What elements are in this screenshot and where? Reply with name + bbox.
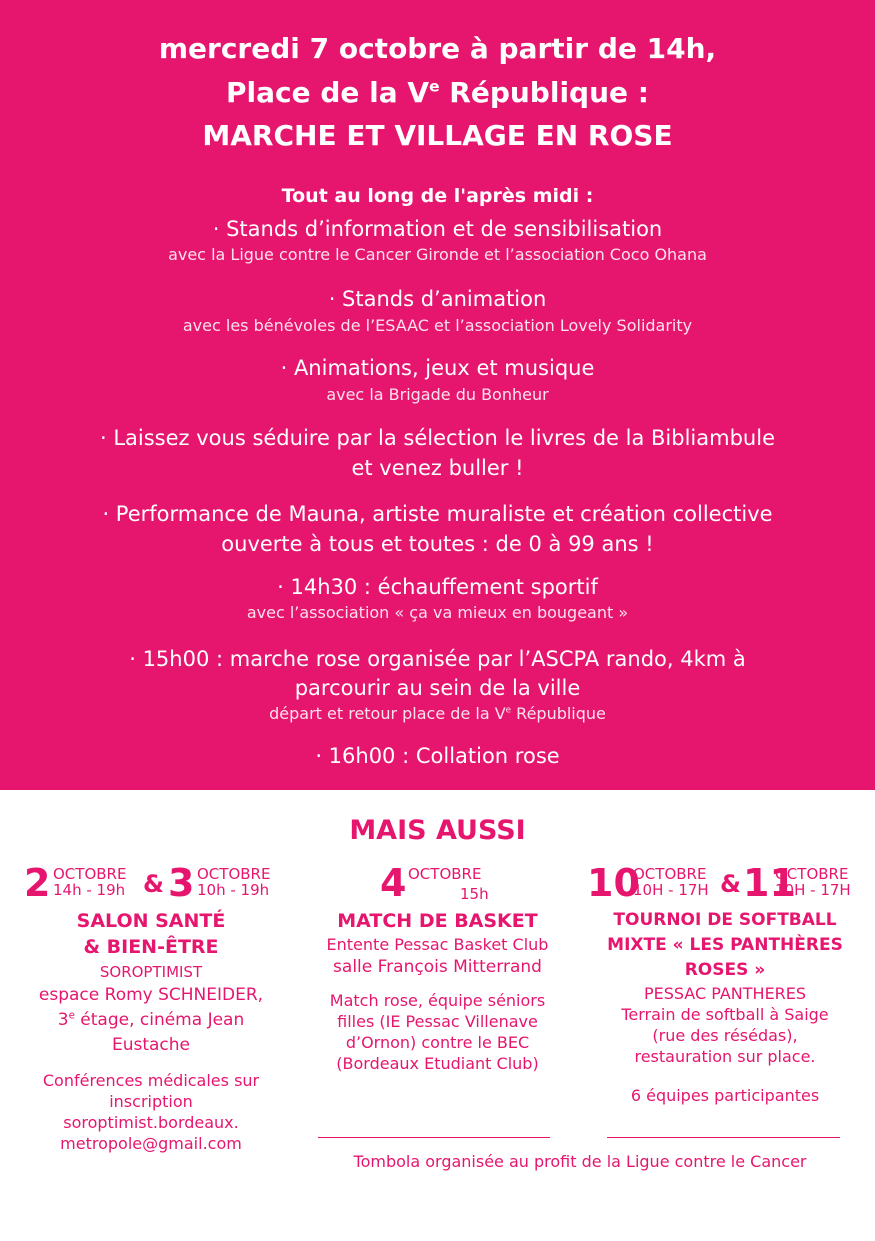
softball-place-l2: (rue des résédas), (652, 1026, 798, 1045)
program-item-stands-animation-detail: avec les bénévoles de l’ESAAC et l’association Lovely Solidarity (182, 316, 693, 335)
softball-place-l1: Terrain de softball à Saige (621, 1005, 829, 1024)
program-item-snack: · 16h00 : Collation rose (315, 744, 560, 768)
program-item-mauna-l2: ouverte à tous et toutes : de 0 à 99 ans ! (221, 532, 654, 556)
program-item-stands-info: · Stands d’information et de sensibilisation (212, 217, 663, 241)
salon-place-l3: Eustache (111, 1035, 191, 1055)
softball-day-2: 11 (743, 861, 796, 905)
program-item-bibliambule-l2: et venez buller ! (351, 456, 524, 480)
salon-info-l3: soroptimist.bordeaux. (63, 1113, 239, 1132)
softball-teams: 6 équipes participantes (630, 1086, 820, 1105)
salon-title-l2: & BIEN-ÊTRE (83, 936, 219, 958)
mais-aussi-heading: MAIS AUSSI (349, 815, 526, 846)
softball-organizer: PESSAC PANTHERES (643, 984, 807, 1003)
tombola-note: Tombola organisée au profit de la Ligue contre le Cancer (353, 1152, 807, 1171)
program-item-walk-l2: parcourir au sein de la ville (294, 676, 581, 700)
divider-left (318, 1137, 550, 1138)
divider-right (607, 1137, 840, 1138)
softball-date (585, 862, 865, 906)
event-basket (300, 862, 575, 1074)
event-salon (10, 862, 292, 1154)
program-item-stands-animation: · Stands d’animation (328, 287, 547, 311)
program-item-mauna-l1: · Performance de Mauna, artiste muraliste et création collective (102, 502, 773, 526)
basket-desc-l1: Match rose, équipe séniors (329, 991, 546, 1010)
basket-hours: 15h (460, 885, 489, 903)
program-item-stands-info-detail: avec la Ligue contre le Cancer Gironde et l’association Coco Ohana (168, 245, 707, 264)
salon-info-l1: Conférences médicales sur (42, 1071, 260, 1090)
softball-place-l3: restauration sur place. (634, 1047, 816, 1066)
event-place-heading: Place de la Ve République : (226, 76, 649, 109)
softball-title-l2: MIXTE « LES PANTHÈRES (607, 935, 843, 955)
salon-place-l2: 3e étage, cinéma Jean (57, 1010, 245, 1030)
salon-title-l1: SALON SANTÉ (76, 910, 226, 932)
softball-day-1: 10 (587, 861, 640, 905)
program-item-warmup: · 14h30 : échauffement sportif (277, 575, 598, 599)
softball-month-2: OCTOBRE 10H - 17H (775, 865, 851, 899)
softball-title-l3: ROSES » (684, 960, 766, 980)
salon-day-2: 3 (168, 861, 195, 905)
salon-info-l4: metropole@gmail.com (60, 1134, 242, 1153)
softball-month-1: OCTOBRE 10H - 17H (633, 865, 709, 899)
salon-day-1: 2 (24, 861, 51, 905)
basket-title: MATCH DE BASKET (337, 910, 538, 932)
program-intro: Tout au long de l'après midi : (281, 185, 594, 207)
basket-month: OCTOBRE (408, 865, 482, 883)
program-item-bibliambule-l1: · Laissez vous séduire par la sélection le livres de la Bibliambule (99, 426, 775, 450)
basket-desc-l3: d’Ornon) contre le BEC (345, 1033, 530, 1052)
basket-desc-l2: filles (IE Pessac Villenave (337, 1012, 538, 1031)
salon-month-1: OCTOBRE 14h - 19h (53, 865, 127, 899)
salon-date (10, 862, 292, 906)
program-item-walk-detail: départ et retour place de la Ve République (269, 704, 606, 723)
softball-ampersand: & (720, 870, 741, 898)
basket-day: 4 (380, 861, 407, 905)
event-date-heading: mercredi 7 octobre à partir de 14h, (158, 32, 717, 65)
basket-desc-l4: (Bordeaux Etudiant Club) (336, 1054, 539, 1073)
event-softball (585, 862, 865, 1106)
salon-place-l1: espace Romy SCHNEIDER, (38, 985, 264, 1005)
program-item-walk-l1: · 15h00 : marche rose organisée par l’ASCPA rando, 4km à (129, 647, 746, 671)
program-item-animations: · Animations, jeux et musique (280, 356, 595, 380)
basket-organizer: Entente Pessac Basket Club (326, 935, 549, 954)
basket-place: salle François Mitterrand (333, 957, 542, 977)
event-title-heading: MARCHE ET VILLAGE EN ROSE (202, 119, 673, 152)
salon-ampersand: & (143, 870, 164, 898)
salon-info-l2: inscription (109, 1092, 193, 1111)
salon-month-2: OCTOBRE 10h - 19h (197, 865, 271, 899)
salon-organizer: SOROPTIMIST (99, 963, 203, 981)
program-item-animations-detail: avec la Brigade du Bonheur (326, 385, 549, 404)
program-item-warmup-detail: avec l’association « ça va mieux en bougeant » (246, 603, 629, 622)
basket-date (300, 862, 575, 906)
softball-title-l1: TOURNOI DE SOFTBALL (613, 910, 837, 930)
